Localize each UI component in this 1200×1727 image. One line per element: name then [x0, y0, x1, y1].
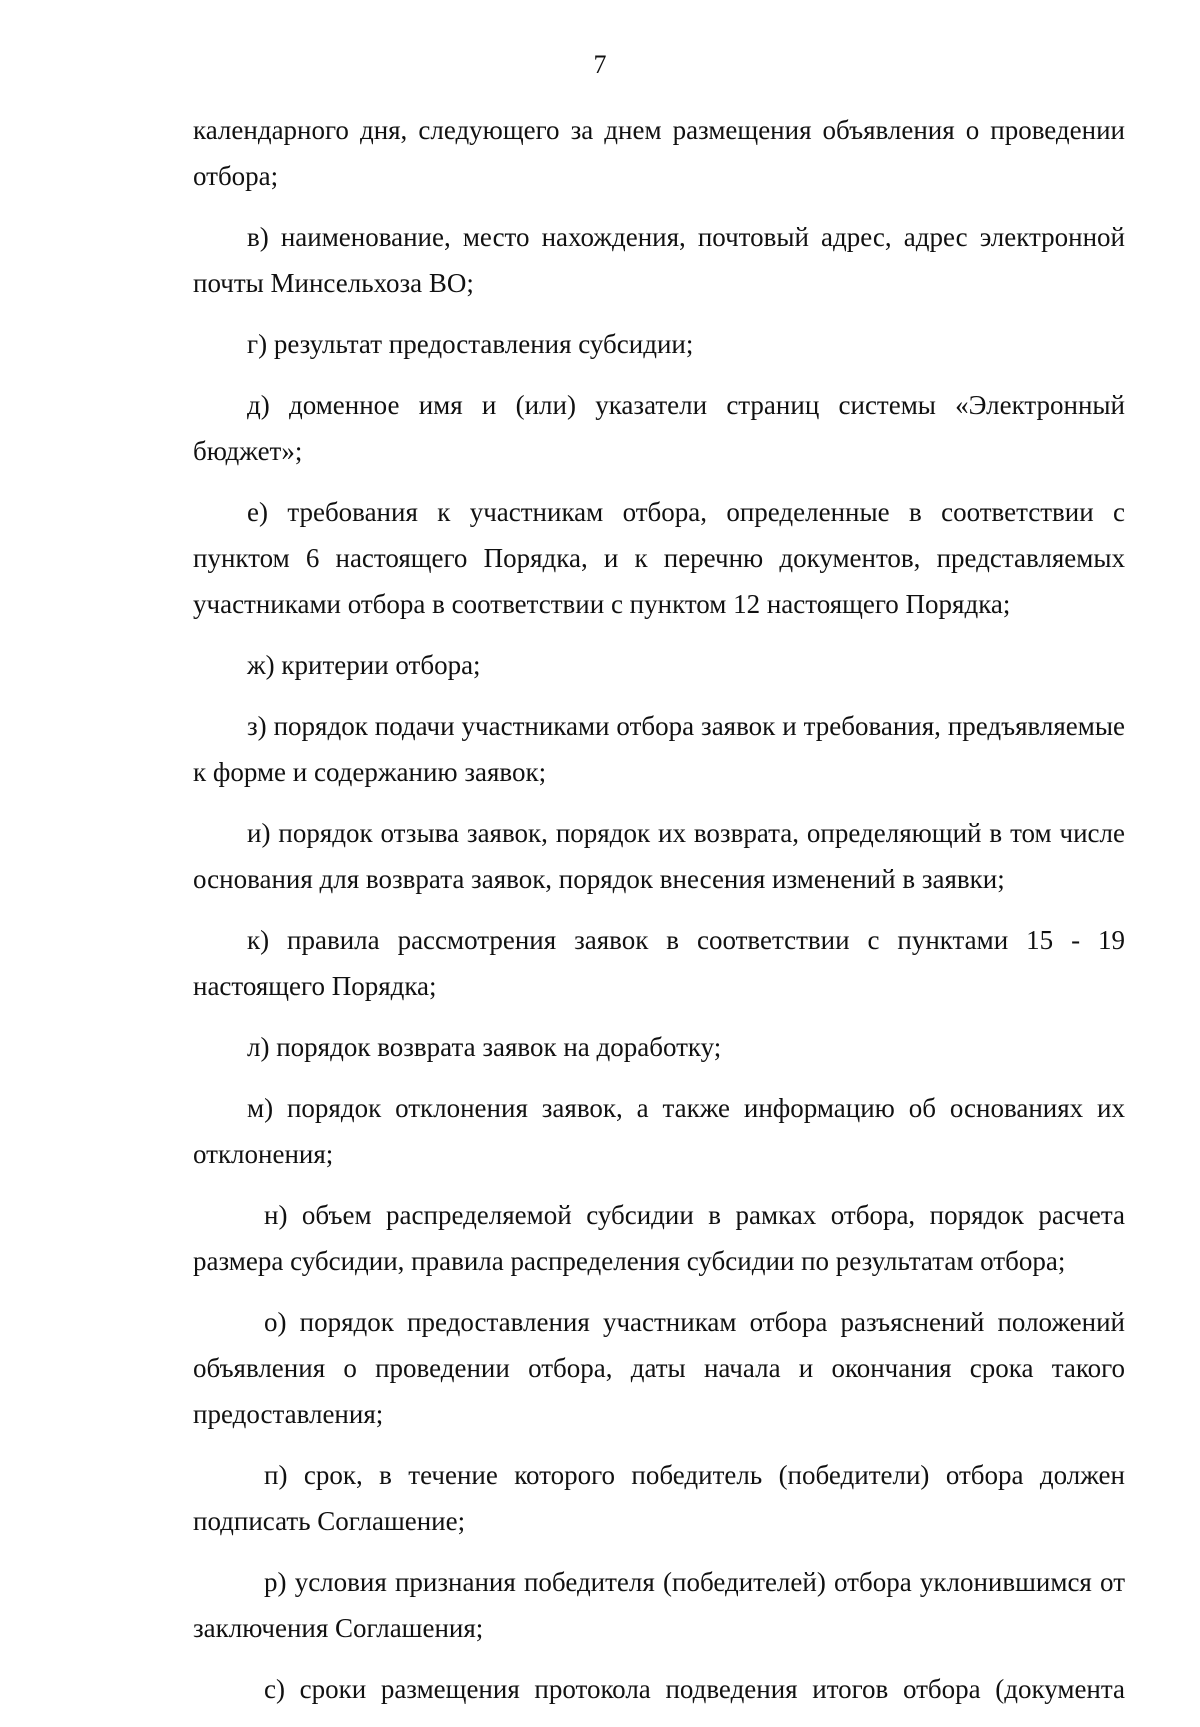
document-body	[193, 107, 1125, 1727]
paragraph-m: м) порядок отклонения заявок, а также информацию об основаниях их отклонения;	[193, 1093, 1125, 1169]
paragraph-d: д) доменное имя и (или) указатели страниц системы «Электронный бюджет»;	[193, 390, 1125, 466]
paragraph-g: г) результат предоставления субсидии;	[247, 329, 694, 359]
paragraph-z: з) порядок подачи участниками отбора заявок и требования, предъявляемые к форме и содержанию заявок;	[193, 711, 1125, 787]
paragraph-continuation: календарного дня, следующего за днем размещения объявления о проведении отбора;	[193, 115, 1125, 191]
paragraph-k: к) правила рассмотрения заявок в соответствии с пунктами 15 - 19 настоящего Порядка;	[193, 925, 1125, 1001]
paragraph-v: в) наименование, место нахождения, почтовый адрес, адрес электронной почты Минсельхоза ВО;	[193, 222, 1125, 298]
paragraph-l: л) порядок возврата заявок на доработку;	[247, 1032, 722, 1062]
paragraph-n: н) объем распределяемой субсидии в рамках отбора, порядок расчета размера субсидии, правила распределения субсидии по результатам отбора;	[193, 1200, 1125, 1276]
page-number: 7	[593, 50, 607, 79]
paragraph-r: р) условия признания победителя (победителей) отбора уклонившимся от заключения Соглашения;	[193, 1567, 1125, 1643]
paragraph-p: п) срок, в течение которого победитель (победители) отбора должен подписать Соглашение;	[193, 1460, 1125, 1536]
paragraph-o: о) порядок предоставления участникам отбора разъяснений положений объявления о проведении отбора, даты начала и окончания срока такого предоставления;	[193, 1307, 1125, 1429]
paragraph-s: с) сроки размещения протокола подведения итогов отбора (документа	[264, 1674, 1125, 1704]
paragraph-zh: ж) критерии отбора;	[247, 650, 481, 680]
paragraph-e: е) требования к участникам отбора, определенные в соответствии с пунктом 6 настоящего Порядка, и к перечню документов, представляемых участниками отбора в соответствии с пунктом 12 настоящего Порядка;	[193, 497, 1125, 619]
paragraph-i: и) порядок отзыва заявок, порядок их возврата, определяющий в том числе основания для возврата заявок, порядок внесения изменений в заявки;	[193, 818, 1125, 894]
